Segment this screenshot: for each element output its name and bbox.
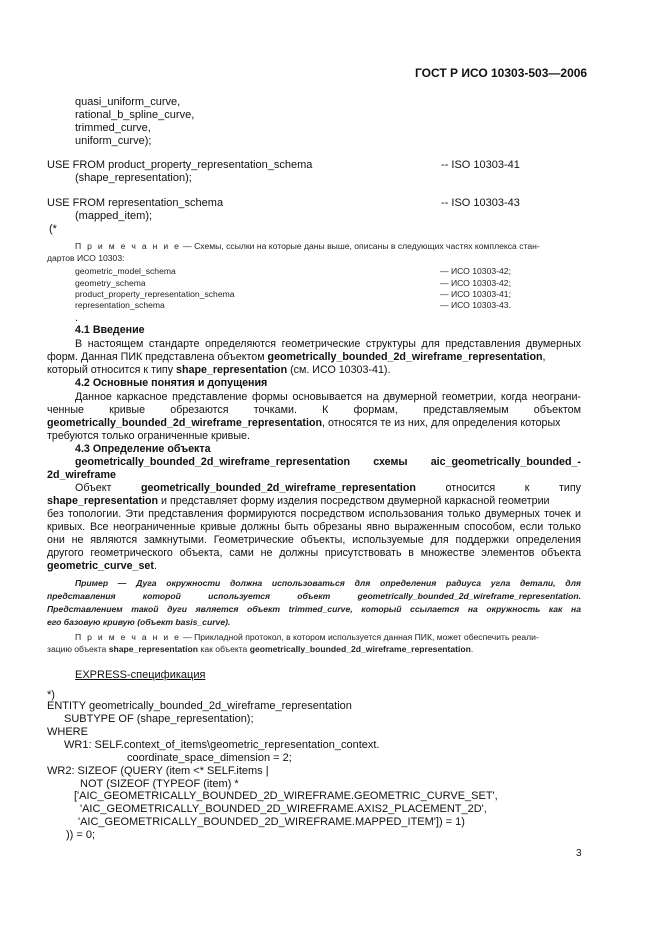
paragraph-line: Объект geometrically_bounded_2d_wireframe_representation относится к типу: [75, 482, 581, 494]
note-schema-ref: — ИСО 10303-41;: [440, 289, 511, 299]
paragraph-line: другого геометрического объекта, сами не должны присутствовать в множестве элементов объекта: [47, 547, 581, 559]
note-schema-ref: — ИСО 10303-43.: [440, 300, 511, 310]
code-line: ENTITY geometrically_bounded_2d_wireframe_representation: [47, 700, 352, 712]
code-line: )) = 0;: [66, 829, 96, 841]
use-from-line: USE FROM representation_schema: [47, 197, 224, 209]
paragraph-line: требуются только ограниченные кривые.: [47, 430, 250, 442]
section-title-4-3: 4.3 Определение объекта: [75, 443, 211, 455]
paragraph-line: geometrically_bounded_2d_wireframe_representation, относятся те из них, для определения которых: [47, 417, 561, 429]
note-label: П р и м е ч а н и е: [75, 241, 181, 251]
paragraph-line: который относится к типу shape_representation (см. ИСО 10303-41).: [47, 364, 391, 376]
page-number: 3: [576, 848, 582, 859]
paragraph-line: ченные кривые обрезаются точками. К формам, представляемым объектом: [47, 404, 581, 416]
entity-name: geometrically_bounded_2d_wireframe_representation: [140, 482, 416, 494]
code-line: SUBTYPE OF (shape_representation);: [64, 713, 254, 725]
entity-name: geometrically_bounded_2d_wireframe_representation: [267, 351, 543, 363]
note-line: [75, 241, 540, 252]
note-line: дартов ИСО 10303:: [47, 253, 125, 263]
example-line: Пример — Дуга окружности должна использоваться для определения радиуса угла детали, для: [75, 578, 581, 588]
note-schema-name: representation_schema: [75, 300, 165, 310]
note-schema-ref: — ИСО 10303-42;: [440, 278, 511, 288]
schema-ref-line: quasi_uniform_curve,: [75, 96, 181, 108]
schema-ref-line: uniform_curve);: [75, 135, 152, 147]
entity-name: shape_representation: [47, 495, 159, 507]
entity-name: geometric_curve_set: [47, 560, 154, 572]
code-line: WR2: SIZEOF (QUERY (item <* SELF.items |: [47, 765, 269, 777]
example-line: представления которой используется объект geometrically_bounded_2d_wireframe_representation.: [47, 591, 581, 601]
paragraph-line: В настоящем стандарте определяются геометрические структуры для представления двумерных: [75, 338, 581, 350]
page-header: ГОСТ Р ИСО 10303-503—2006: [415, 66, 588, 80]
paragraph-line: shape_representation и представляет форму изделия посредством двумерной каркасной геометрии: [47, 495, 550, 507]
code-line: WR1: SELF.context_of_items\geometric_representation_context.: [64, 739, 380, 751]
schema-ref-line: rational_b_spline_curve,: [75, 109, 195, 121]
use-from-arg: (shape_representation);: [75, 172, 192, 184]
code-line: ['AIC_GEOMETRICALLY_BOUNDED_2D_WIREFRAME.GEOMETRIC_CURVE_SET',: [74, 790, 498, 802]
example-line: Представлением такой дуги является объект trimmed_curve, который ссылается на окружность как на: [47, 604, 581, 614]
code-line: *): [47, 689, 55, 701]
paragraph-line: Данное каркасное представление формы основывается на двумерной геометрии, когда неограни-: [75, 391, 581, 403]
comment-open: (*: [49, 223, 57, 235]
example-line: его базовую кривую (объект basis_curve).: [47, 617, 231, 627]
section-subtitle: geometrically_bounded_2d_wireframe_representation схемы aic_geometrically_bounded_-: [75, 456, 581, 468]
section-subtitle: 2d_wireframe: [47, 469, 116, 481]
paragraph-line: форм. Данная ПИК представлена объектом geometrically_bounded_2d_wireframe_representation,: [47, 351, 546, 363]
code-line: WHERE: [47, 726, 88, 738]
code-line: NOT (SIZEOF (TYPEOF (item) *: [80, 778, 239, 790]
note-schema-name: geometry_schema: [75, 278, 146, 288]
note-text: — Схемы, ссылки на которые даны выше, описаны в следующих частях комплекса стан-: [180, 241, 540, 251]
iso-ref: -- ISO 10303-41: [441, 159, 520, 171]
paragraph-line: geometric_curve_set.: [47, 560, 157, 572]
iso-ref: -- ISO 10303-43: [441, 197, 520, 209]
note-schema-ref: — ИСО 10303-42;: [440, 266, 511, 276]
section-title-4-2: 4.2 Основные понятия и допущения: [75, 377, 268, 389]
stray-dot: .: [75, 312, 79, 324]
paragraph-line: они не являются замкнутыми. Геометрические объекты, используемые для поддержки определения: [47, 534, 581, 546]
code-line: 'AIC_GEOMETRICALLY_BOUNDED_2D_WIREFRAME.AXIS2_PLACEMENT_2D',: [80, 803, 487, 815]
code-line: 'AIC_GEOMETRICALLY_BOUNDED_2D_WIREFRAME.MAPPED_ITEM']) = 1): [78, 816, 465, 828]
code-line: coordinate_space_dimension = 2;: [127, 752, 292, 764]
use-from-line: USE FROM product_property_representation_schema: [47, 159, 313, 171]
entity-name: geometrically_bounded_2d_wireframe_representation: [47, 417, 322, 429]
entity-name: shape_representation: [176, 364, 288, 376]
express-spec-title: EXPRESS-спецификация: [75, 669, 206, 681]
note-line: П р и м е ч а н и е — Прикладной протокол, в котором используется данная ПИК, может обеспечить реали-: [75, 632, 539, 642]
note-schema-name: geometric_model_schema: [75, 266, 176, 276]
section-title-4-1: 4.1 Введение: [75, 324, 145, 336]
note-label: П р и м е ч а н и е: [75, 632, 181, 642]
note-line: зацию объекта shape_representation как объекта geometrically_bounded_2d_wireframe_representation.: [47, 644, 474, 654]
paragraph-line: кривых. Все неограниченные кривые должны быть обрезаны явно выраженным способом, если только: [47, 521, 581, 533]
paragraph-line: без топологии. Эти представления формируются посредством использования только двумерных точек и: [47, 508, 581, 520]
use-from-arg: (mapped_item);: [75, 210, 153, 222]
schema-ref-line: trimmed_curve,: [75, 122, 151, 134]
note-schema-name: product_property_representation_schema: [75, 289, 235, 299]
